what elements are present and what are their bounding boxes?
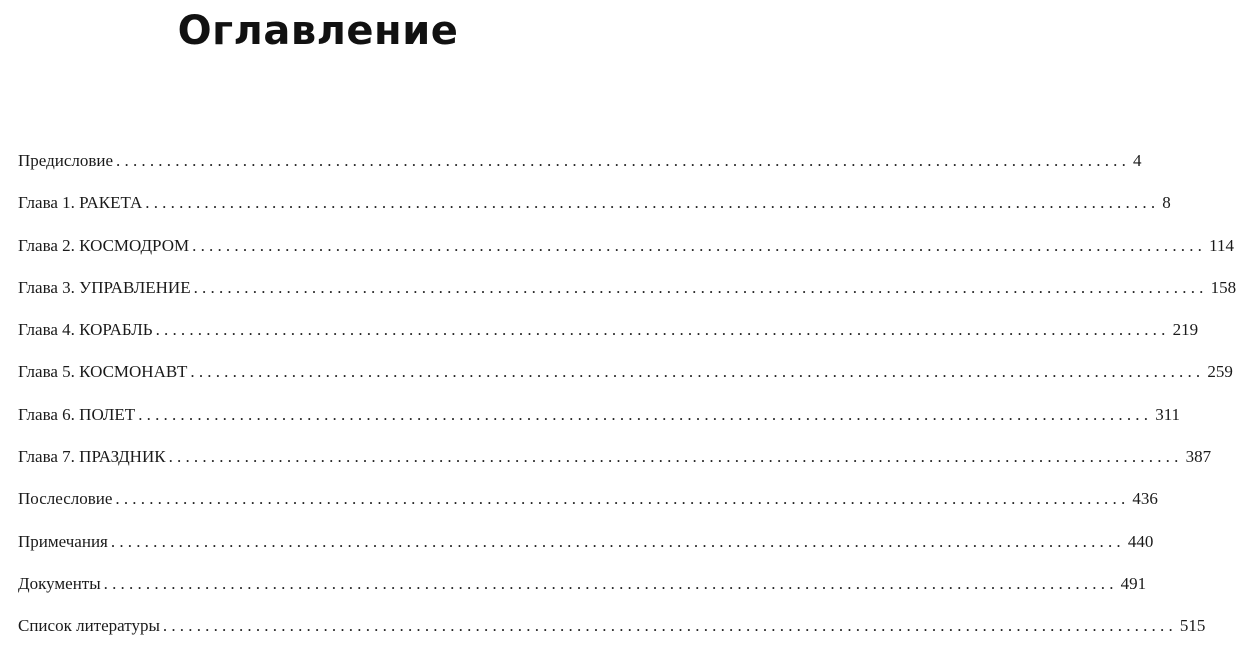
toc-entry-page-number: 440 [1127, 531, 1154, 551]
toc-entry-label: Примечания [18, 531, 108, 551]
toc-entry-label: Глава 4. КОРАБЛЬ [18, 320, 153, 340]
dot-leader: ........................................................................................................................ [190, 362, 1205, 382]
toc-entry-chapter-1[interactable] [18, 186, 1171, 228]
toc-entry-documents[interactable] [18, 567, 1147, 609]
toc-entry-label: Предисловие [18, 151, 114, 170]
toc-entry-page-number: 259 [1207, 362, 1233, 382]
toc-entry-chapter-5[interactable] [18, 355, 1233, 397]
toc-entry-page-number: 4 [1133, 151, 1142, 170]
toc-entry-page-number: 491 [1120, 573, 1147, 593]
toc-entry-chapter-6[interactable] [18, 398, 1181, 440]
toc-entry-afterword[interactable] [18, 482, 1158, 524]
dot-leader: ........................................................................................................................ [110, 531, 1125, 551]
page-title: Оглавление [177, 8, 459, 54]
dot-leader: ........................................................................................................................ [155, 320, 1170, 340]
toc-entry-label: Глава 1. РАКЕТА [18, 193, 143, 213]
toc-entry-notes[interactable] [18, 525, 1154, 567]
dot-leader: ........................................................................................................................ [138, 404, 1153, 424]
toc-list [18, 144, 1236, 652]
toc-entry-bibliography[interactable] [18, 609, 1206, 651]
dot-leader: ........................................................................................................................ [168, 447, 1183, 467]
toc-entry-page-number: 311 [1155, 404, 1181, 424]
toc-entry-page-number: 8 [1162, 193, 1171, 213]
toc-entry-label: Послесловие [18, 489, 113, 509]
toc-entry-label: Глава 6. ПОЛЕТ [18, 404, 136, 424]
toc-entry-chapter-7[interactable] [18, 440, 1212, 482]
dot-leader: ........................................................................................................................ [162, 616, 1177, 636]
dot-leader: ........................................................................................................................ [192, 235, 1207, 255]
toc-entry-chapter-2[interactable] [18, 229, 1234, 271]
toc-entry-label: Глава 3. УПРАВЛЕНИЕ [18, 277, 191, 297]
dot-leader: ........................................................................................................................ [103, 573, 1118, 593]
toc-entry-page-number: 114 [1209, 235, 1234, 255]
dot-leader: ........................................................................................................................ [145, 193, 1160, 213]
dot-leader: ........................................................................................................................ [193, 277, 1208, 297]
dot-leader: ........................................................................................................................ [116, 151, 1131, 170]
toc-entry-page-number: 387 [1185, 447, 1212, 467]
toc-entry-page-number: 158 [1210, 277, 1236, 297]
toc-entry-page-number: 436 [1132, 489, 1158, 509]
toc-entry-page-number: 219 [1172, 320, 1199, 340]
toc-entry-label: Документы [18, 573, 101, 593]
toc-entry-page-number: 515 [1179, 616, 1206, 636]
toc-entry-label: Глава 2. КОСМОДРОМ [18, 235, 190, 255]
toc-entry-chapter-4[interactable] [18, 313, 1199, 355]
toc-entry-label: Глава 5. КОСМОНАВТ [18, 362, 188, 382]
toc-entry-preface[interactable] [18, 144, 1142, 186]
toc-entry-chapter-3[interactable] [18, 271, 1236, 313]
dot-leader: ........................................................................................................................ [115, 489, 1130, 509]
toc-entry-label: Глава 7. ПРАЗДНИК [18, 447, 166, 467]
toc-entry-label: Список литературы [18, 616, 160, 636]
